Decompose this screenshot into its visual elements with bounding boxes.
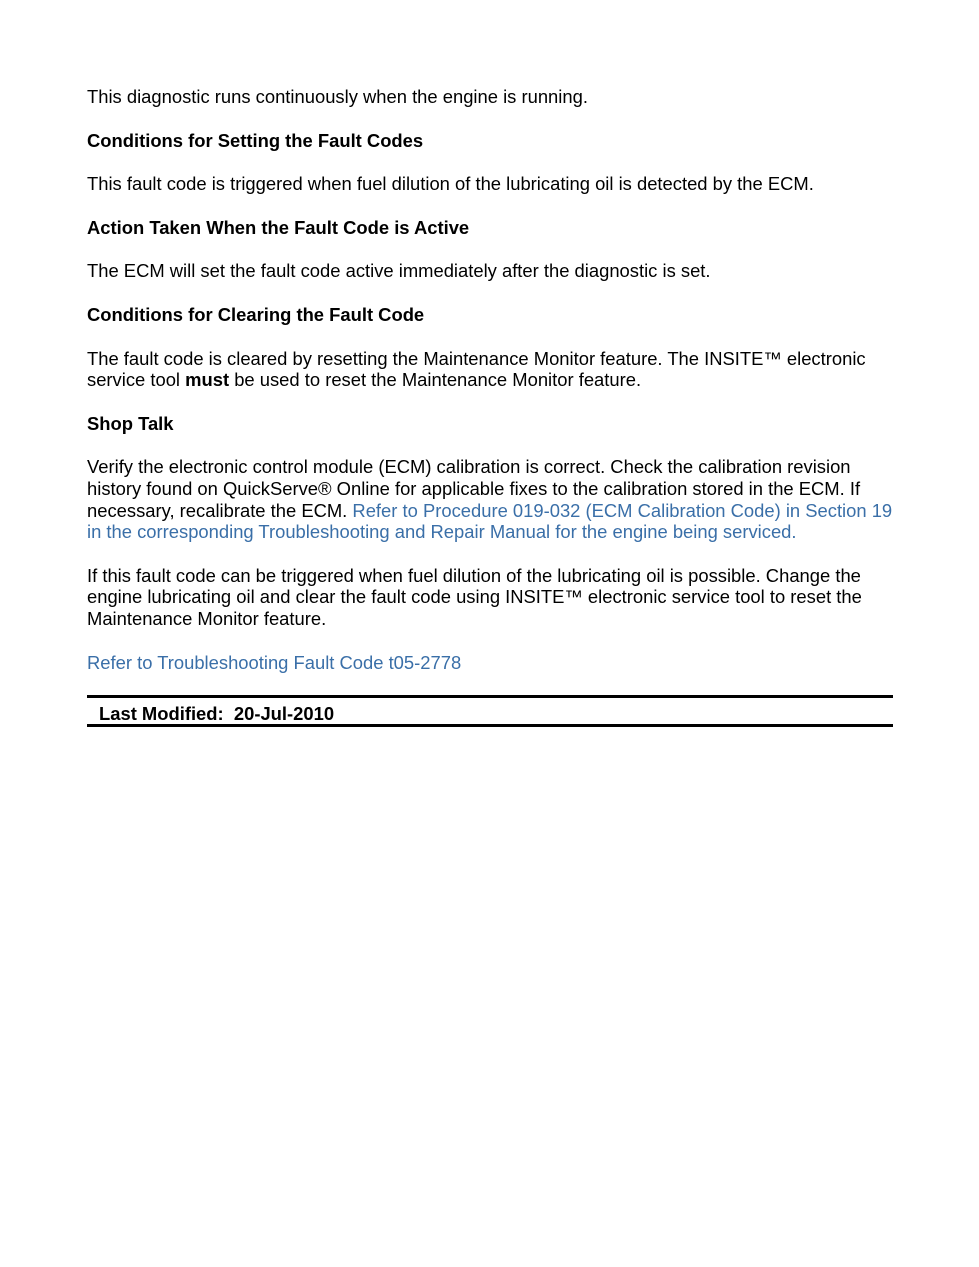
document-page (87, 86, 893, 727)
intro-text: This diagnostic runs continuously when the engine is running. (87, 86, 588, 107)
troubleshooting-fault-code-link[interactable]: Refer to Troubleshooting Fault Code t05-2778 (87, 651, 462, 673)
shop-talk-heading: Shop Talk (87, 412, 174, 434)
last-modified-date: 20-Jul-2010 (233, 703, 335, 725)
shop-talk-text: Verify the electronic control module (ECM) calibration is correct. Check the calibration revision history found on QuickServe® Online for applicable fixes to the calibration stored in the ECM. If necessary, recalibrate the ECM. (87, 456, 861, 521)
refer-link-paragraph (87, 652, 893, 674)
ecm-calibration-procedure-link[interactable]: Refer to Procedure 019-032 (ECM Calibration Code) in Section 19 in the corresponding Troubleshooting and Repair Manual for the engine being serviced. (87, 499, 893, 543)
must-emphasis: must (185, 369, 230, 391)
clearing-text-part1: The fault code is cleared by resetting the Maintenance Monitor feature. The INSITE™ electronic service tool (87, 347, 866, 391)
action-taken-heading: Action Taken When the Fault Code is Active (87, 216, 470, 238)
last-modified-label: Last Modified: (99, 703, 224, 725)
last-modified-bar (87, 695, 893, 727)
clearing-text-part2: be used to reset the Maintenance Monitor feature. (229, 369, 642, 391)
setting-conditions-text: This fault code is triggered when fuel dilution of the lubricating oil is detected by the ECM. (87, 173, 814, 195)
setting-conditions-heading: Conditions for Setting the Fault Codes (87, 129, 424, 151)
action-taken-text: The ECM will set the fault code active immediately after the diagnostic is set. (87, 260, 711, 282)
shop-talk-paragraph-1 (87, 456, 893, 542)
clearing-conditions-text (87, 348, 893, 391)
shop-talk-paragraph-2: If this fault code can be triggered when fuel dilution of the lubricating oil is possible. Change the engine lubricating oil and clear the fault code using INSITE™ electronic service tool to reset the Maintenance Monitor feature. (87, 564, 862, 629)
clearing-conditions-heading: Conditions for Clearing the Fault Code (87, 303, 425, 325)
